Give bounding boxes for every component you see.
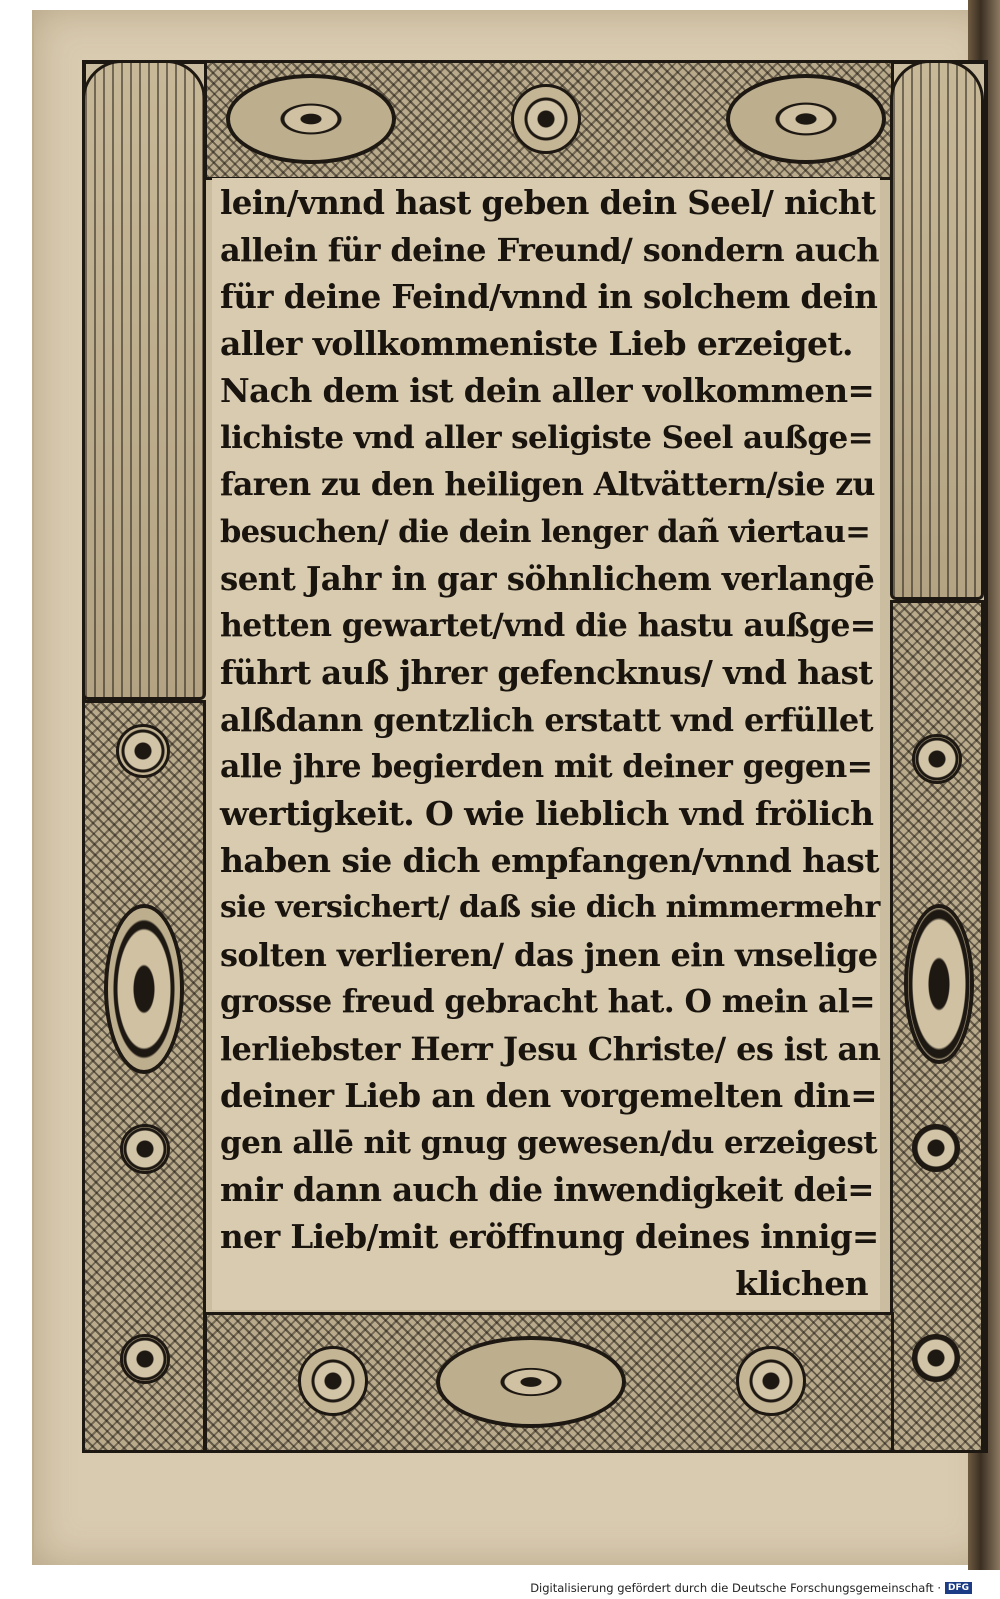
text-line-15: haben sie dich empfangen/vnnd hast [220, 841, 879, 880]
right-oval-ornament [904, 904, 974, 1064]
left-rosette-2 [120, 1124, 170, 1174]
left-oval-ornament [104, 904, 184, 1074]
left-rosette-3 [120, 1334, 170, 1384]
text-line-18: grosse freud gebracht hat. O mein al= [220, 983, 875, 1020]
text-line-1: lein/vnnd hast geben dein Seel/ nicht [220, 183, 876, 222]
top-left-oval-ornament [226, 74, 396, 164]
left-madonna-figure [82, 60, 206, 700]
right-rosette-2 [912, 1124, 960, 1172]
bottom-center-oval-ornament [436, 1336, 626, 1428]
text-line-5: Nach dem ist dein aller volkommen= [220, 371, 875, 410]
bottom-left-rosette [298, 1346, 368, 1416]
text-line-23: ner Lieb/mit eröffnung deines innig= [220, 1217, 879, 1256]
left-rosette-1 [116, 724, 170, 778]
text-line-21: gen allē nit gnug gewesen/du erzeigest [220, 1125, 877, 1161]
text-line-8: besuchen/ die dein lenger dañ viertau= [220, 514, 871, 550]
catchword: klichen [735, 1264, 868, 1303]
text-line-17: solten verlieren/ das jnen ein vnselige [220, 936, 878, 974]
top-right-oval-ornament [726, 74, 886, 164]
right-saint-figure [890, 60, 984, 600]
text-block [212, 178, 880, 1310]
top-center-rosette [511, 84, 581, 154]
text-line-16: sie versichert/ daß sie dich nimmermehr [220, 890, 880, 925]
text-line-2: allein für deine Freund/ sondern auch [220, 231, 879, 269]
text-line-11: führt auß jhrer gefencknus/ vnd hast [220, 653, 873, 692]
text-line-4: aller vollkommeniste Lieb erzeiget. [220, 324, 853, 363]
text-line-6: lichiste vnd aller seligiste Seel außge= [220, 420, 873, 456]
digitization-footer [530, 1581, 972, 1595]
right-rosette-3 [912, 1334, 960, 1382]
text-line-7: faren zu den heiligen Altvättern/sie zu [220, 466, 875, 503]
bottom-right-rosette [736, 1346, 806, 1416]
text-line-3: für deine Feind/vnnd in solchem dein [220, 277, 878, 316]
text-line-20: deiner Lieb an den vorgemelten din= [220, 1076, 877, 1115]
text-line-14: wertigkeit. O wie lieblich vnd frölich [220, 794, 874, 833]
text-line-9: sent Jahr in gar söhnlichem verlangē [220, 559, 875, 598]
footer-text: Digitalisierung gefördert durch die Deutsche Forschungsgemeinschaft · [530, 1581, 941, 1595]
text-line-22: mir dann auch die inwendigkeit dei= [220, 1170, 874, 1209]
text-line-13: alle jhre begierden mit deiner gegen= [220, 748, 873, 785]
text-line-19: lerliebster Herr Jesu Christe/ es ist an [220, 1030, 881, 1068]
text-line-12: alßdann gentzlich erstatt vnd erfüllet [220, 701, 873, 739]
text-line-10: hetten gewartet/vnd die hastu außge= [220, 607, 876, 644]
right-rosette-1 [912, 734, 962, 784]
dfg-logo: DFG [945, 1582, 972, 1594]
